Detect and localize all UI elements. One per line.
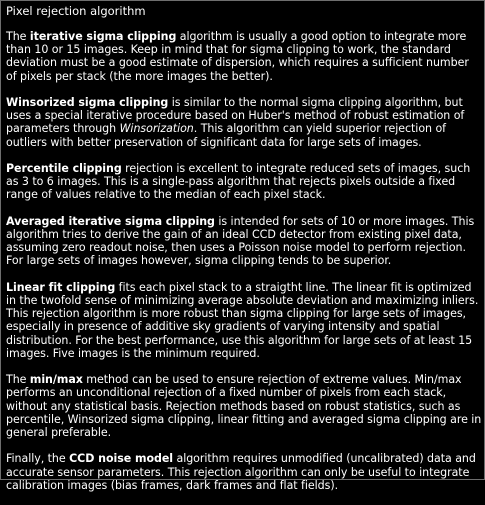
paragraph-text: rejection is excellent to integrate reduced sets of images, such as 3 to 6 images. This is a single-pass algorithm that rejects pixels outside a fixed range of values relative to the median of each pixel stack. xyxy=(6,162,471,202)
paragraph-text: algorithm is usually a good option to integrate more than 10 or 15 images. Keep in mind that for sigma clipping to work, the standard deviation must be a good estimate of dispersion, which requires a sufficient number of pixels per stack (the more images the better). xyxy=(6,30,469,83)
emphasis-winsorization: Winsorization xyxy=(119,122,194,136)
paragraph-lead-text: The xyxy=(6,373,30,387)
paragraph-text: fits each pixel stack to a straigtht line. The linear fit is optimized in the twofold sense of minimizing average absolute deviation and maximizing inliers. This rejection algorithm is more robust than sigma clipping for large sets of images, especially in presence of additive sky gradients of varying intensity and spatial distribution. For the best performance, use this algorithm for large sets of at least 15 images. Five images is the minimum required. xyxy=(6,280,479,360)
paragraph-text: is similar to the normal sigma clipping algorithm, but uses a special iterative procedure based on Huber's method of robust estimation of parameters through xyxy=(6,96,465,136)
paragraph-text: is intended for sets of 10 or more images. This algorithm tries to derive the gain of an ideal CCD detector from existing pixel data, assuming zero readout noise, then uses a Poisson noise model to perform rejection. For large sets of images however, sigma clipping tends to be superior. xyxy=(6,214,475,268)
term-min-max: min/max xyxy=(29,373,83,387)
paragraph-text: algorithm requires unmodified (uncalibrated) data and accurate sensor parameters. This rejection algorithm can only be useful to integrate calibration images (bias frames, dark frames and flat fields). xyxy=(6,452,476,492)
term-linear-fit-clipping: Linear fit clipping xyxy=(6,280,116,294)
tooltip-body xyxy=(6,30,482,505)
paragraph-ccd-noise-model xyxy=(6,452,482,492)
paragraph-lead-text: The xyxy=(6,30,30,43)
tooltip-title: Pixel rejection algorithm xyxy=(6,4,146,18)
paragraph-text: method can be used to ensure rejection of extreme values. Min/max performs an unconditional rejection of a fixed number of pixels from each stack, without any statistical basis. Rejection methods based on robust statistics, such as percentile, Winsorized sigma clipping, linear fitting and averaged sigma clipping are in general preferable. xyxy=(6,373,482,440)
paragraph-iterative-sigma-clipping xyxy=(6,30,482,83)
term-iterative-sigma-clipping: iterative sigma clipping xyxy=(29,30,177,43)
paragraph-linear-fit-clipping xyxy=(6,281,482,360)
paragraph-winsorized-sigma-clipping xyxy=(6,96,482,149)
paragraph-text-continued: . This algorithm can yield superior rejection of outliers with better preservation of significant data for large sets of images. xyxy=(6,122,446,149)
paragraph-percentile-clipping xyxy=(6,162,482,202)
term-percentile-clipping: Percentile clipping xyxy=(6,162,122,175)
term-averaged-iterative-sigma-clipping: Averaged iterative sigma clipping xyxy=(6,214,215,228)
paragraph-averaged-sigma-clipping xyxy=(6,215,482,268)
paragraph-lead-text: Finally, the xyxy=(6,452,70,466)
term-ccd-noise-model: CCD noise model xyxy=(69,452,174,466)
term-winsorized-sigma-clipping: Winsorized sigma clipping xyxy=(6,96,169,109)
paragraph-min-max xyxy=(6,373,482,439)
